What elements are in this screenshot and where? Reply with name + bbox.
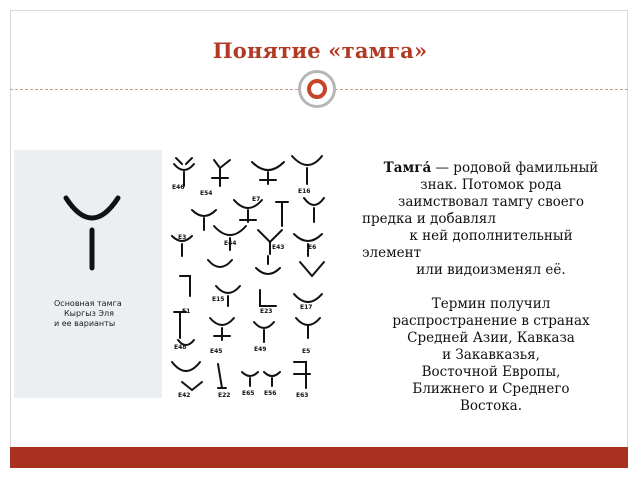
term-tamga: Тамга́ bbox=[383, 160, 432, 176]
variant-label: E6 bbox=[308, 244, 317, 251]
paragraph2-line: Ближнего и Среднего bbox=[412, 381, 570, 397]
paragraph2-line: Востока. bbox=[460, 398, 522, 414]
tamga-caption bbox=[14, 299, 162, 329]
variant-label: E42 bbox=[178, 392, 191, 399]
bottom-accent-bar bbox=[10, 447, 628, 468]
definition-line-1 bbox=[362, 160, 620, 177]
definition-line: элемент bbox=[362, 245, 422, 261]
caption-line: и ее варианты bbox=[54, 319, 116, 328]
variant-label: E15 bbox=[212, 296, 225, 303]
definition-line: знак. Потомок рода bbox=[420, 177, 562, 193]
variant-label: E48 bbox=[174, 344, 187, 351]
variant-label: E56 bbox=[264, 390, 277, 397]
paragraph2-line: распространение в странах bbox=[392, 313, 590, 329]
main-tamga-icon bbox=[14, 150, 162, 298]
caption-line: Кыргыз Эля bbox=[64, 309, 114, 318]
variant-label: E22 bbox=[218, 392, 231, 399]
variant-label: E17 bbox=[300, 304, 313, 311]
definition-text bbox=[362, 160, 620, 415]
variant-label: E45 bbox=[210, 348, 223, 355]
variant-label: E44 bbox=[224, 240, 237, 247]
variant-label: E46 bbox=[172, 184, 185, 191]
definition-line: или видоизменял её. bbox=[416, 262, 566, 278]
variant-label: E5 bbox=[302, 348, 311, 355]
paragraph2-line: Восточной Европы, bbox=[421, 364, 561, 380]
paragraph2-line: Средней Азии, Кавказа bbox=[407, 330, 575, 346]
variant-label: E7 bbox=[252, 196, 261, 203]
paragraph2-line: и Закавказья, bbox=[442, 347, 540, 363]
variant-label: E23 bbox=[260, 308, 273, 315]
definition-line: заимствовал тамгу своего bbox=[398, 194, 584, 210]
paragraph-gap bbox=[362, 279, 620, 296]
variant-label: E1 bbox=[182, 308, 191, 315]
slide-title: Понятие «тамга» bbox=[212, 38, 428, 63]
definition-line: предка и добавлял bbox=[362, 211, 496, 227]
ring-ornament-icon bbox=[298, 70, 336, 108]
variant-label: E43 bbox=[272, 244, 285, 251]
paragraph2-line: Термин получил bbox=[431, 296, 551, 312]
definition-fragment: — родовой фамильный bbox=[431, 160, 599, 176]
variant-label: E54 bbox=[200, 190, 213, 197]
definition-line: к ней дополнительный bbox=[409, 228, 573, 244]
main-tamga-image bbox=[14, 150, 162, 398]
variant-label: E16 bbox=[298, 188, 311, 195]
caption-line: Основная тамга bbox=[54, 299, 122, 308]
variant-label: E3 bbox=[178, 234, 187, 241]
tamga-variants-image bbox=[164, 150, 332, 398]
ring-inner-icon bbox=[307, 79, 327, 99]
variant-label: E65 bbox=[242, 390, 255, 397]
variant-label: E63 bbox=[296, 392, 309, 399]
variant-label: E49 bbox=[254, 346, 267, 353]
